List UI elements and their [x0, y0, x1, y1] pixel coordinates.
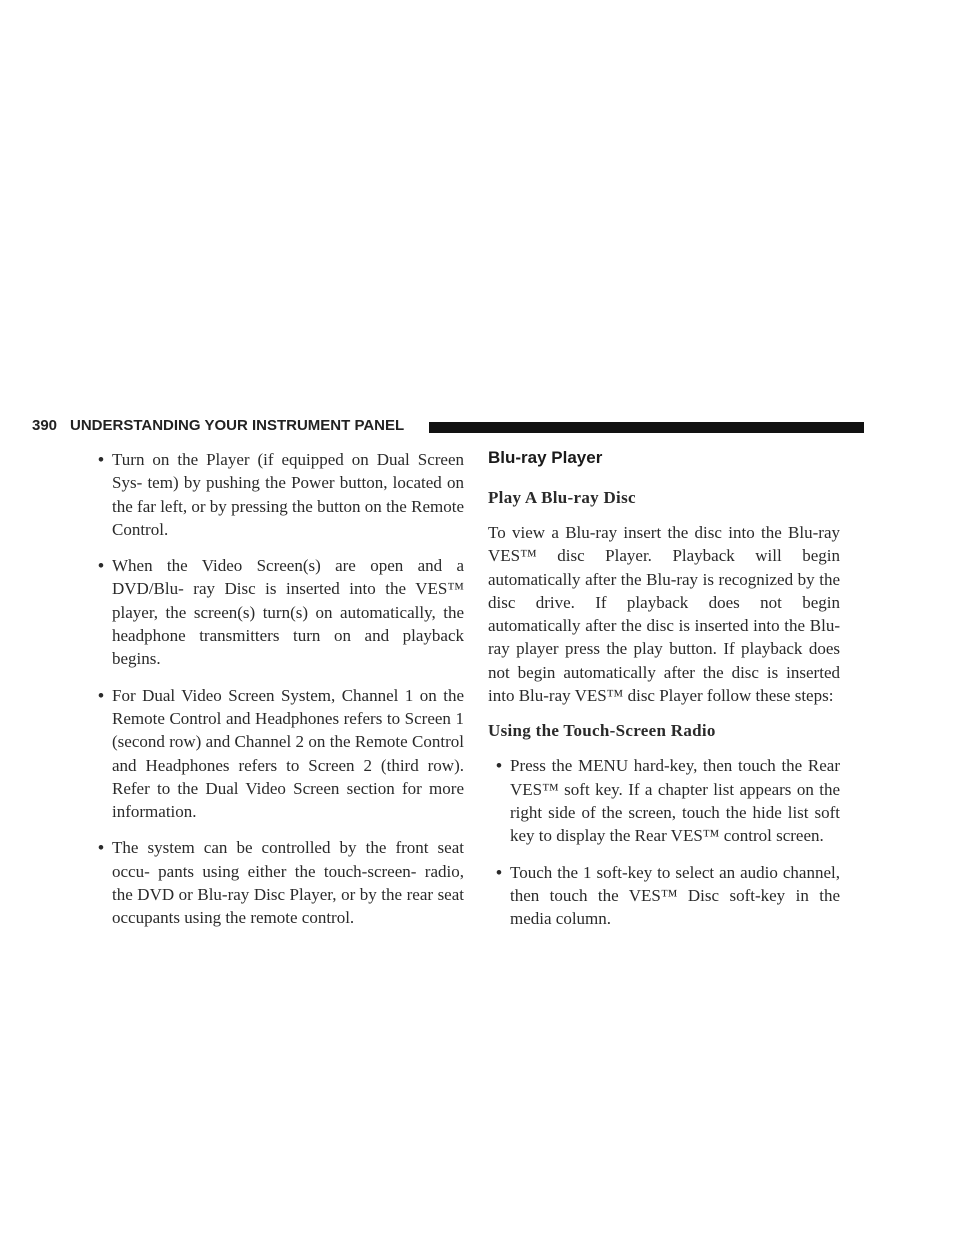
bullet-icon: • [496, 862, 502, 882]
bullet-icon: • [98, 685, 104, 705]
body-paragraph: To view a Blu-ray insert the disc into the Blu-ray VES™ disc Player. Playback will begin automatically after the Blu-ray is recognized by the disc drive. If playback does not begin automatically after the disc is inserted into the Blu-ray player press the play button. If playback does not begin automatically after the disc is inserted into Blu-ray VES™ disc Player follow these steps: [488, 523, 840, 706]
left-column [98, 448, 464, 943]
list-item [98, 448, 464, 541]
bullet-icon: • [98, 838, 104, 858]
subheading-play-disc: Play A Blu-ray Disc [488, 488, 636, 507]
list-item [98, 836, 464, 929]
header-rule [429, 422, 864, 433]
list-item-text: Turn on the Player (if equipped on Dual Screen Sys- tem) by pushing the Power button, located on the far left, or by pressing the button on the Remote Control. [112, 450, 464, 539]
section-heading: Blu-ray Player [488, 448, 603, 467]
list-item-text: Press the MENU hard-key, then touch the Rear VES™ soft key. If a chapter list appears on the right side of the screen, touch the hide list soft key to display the Rear VES™ control screen. [510, 756, 840, 846]
list-item-text: Touch the 1 soft-key to select an audio channel, then touch the VES™ Disc soft-key in the media column. [510, 862, 840, 929]
subheading-touch-screen: Using the Touch-Screen Radio [488, 721, 716, 741]
list-item [496, 861, 840, 931]
section-title: UNDERSTANDING YOUR INSTRUMENT PANEL [70, 417, 405, 434]
list-item-text: The system can be controlled by the front seat occu- pants using either the touch-screen- radio, the DVD or Blu-ray Disc Player, or by the rear seat occupants using the remote control. [112, 838, 464, 928]
touch-screen-steps [488, 754, 840, 930]
bullet-icon: • [496, 756, 502, 776]
page-header [32, 416, 864, 436]
list-item [496, 754, 840, 847]
right-column [488, 448, 840, 943]
list-item [98, 554, 464, 670]
bullet-icon: • [98, 556, 104, 576]
bullet-icon: • [98, 450, 104, 469]
list-item-text: For Dual Video Screen System, Channel 1 on the Remote Control and Headphones refers to Screen 1 (second row) and Channel 2 on the Remote Control and Headphones refers to Screen 2 (third row). Refer to the Dual Video Screen section for more information. [112, 685, 464, 822]
page-number: 390 [32, 417, 58, 434]
list-item-text: When the Video Screen(s) are open and a DVD/Blu- ray Disc is inserted into the VES™ player, the screen(s) turn(s) on automatically, the headphone transmitters turn on and playback begins. [112, 556, 464, 669]
list-item [98, 684, 464, 824]
